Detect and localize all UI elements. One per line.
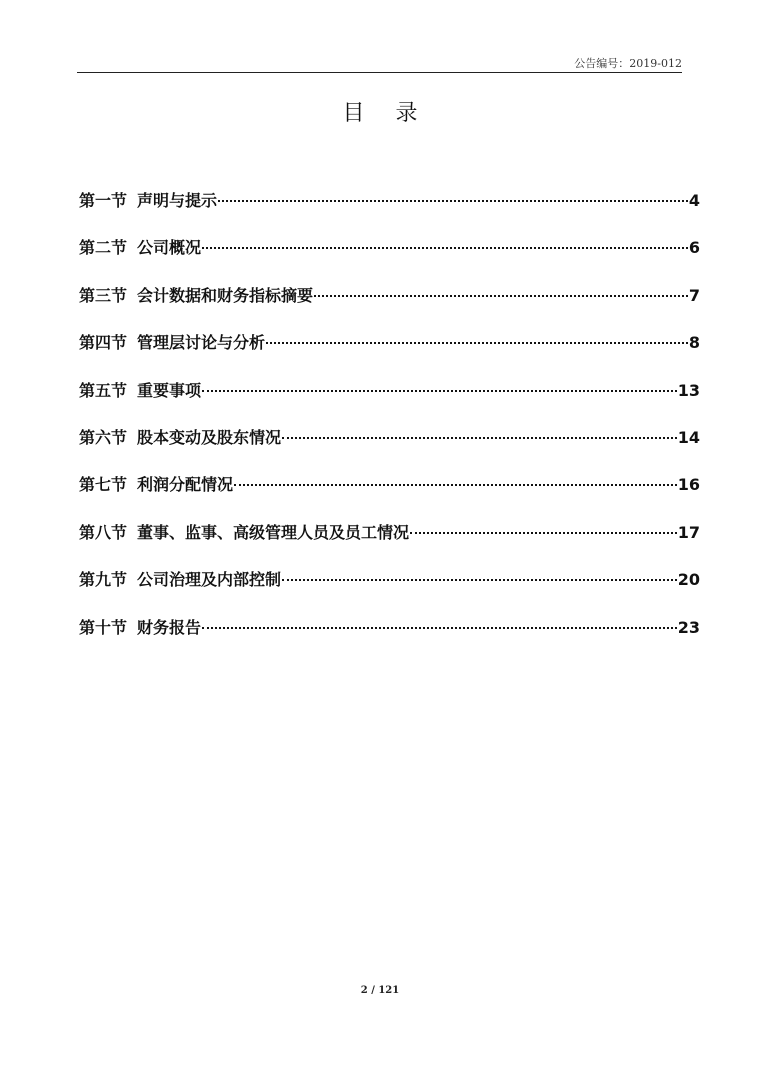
toc-section-name: 财务报告: [137, 617, 202, 637]
toc-section-label: 第二节: [79, 238, 128, 258]
toc-entry-5[interactable]: [79, 379, 700, 403]
toc-entry-9[interactable]: [79, 568, 700, 592]
toc-entry-8[interactable]: [79, 521, 700, 545]
header-divider: [77, 72, 682, 73]
toc-section-name: 会计数据和财务指标摘要: [137, 285, 314, 305]
toc-section-label: 第八节: [79, 522, 128, 542]
toc-section-label: 第五节: [79, 380, 128, 400]
dot-leader: [234, 484, 677, 486]
toc-entry-10[interactable]: [79, 616, 700, 640]
toc-section-label: 第三节: [79, 285, 128, 305]
dot-leader: [218, 200, 688, 202]
toc-section-label: 第七节: [79, 475, 128, 495]
toc-section-name: 公司概况: [137, 238, 202, 258]
toc-section-name: 公司治理及内部控制: [137, 570, 282, 590]
dot-leader: [202, 390, 677, 392]
toc-entry-7[interactable]: [79, 473, 700, 497]
dot-leader: [282, 437, 677, 439]
toc-section-label: 第十节: [79, 617, 128, 637]
toc-page-number: 8: [688, 333, 700, 353]
toc-page-number: 4: [688, 191, 700, 210]
dot-leader: [410, 532, 677, 534]
toc-entry-1[interactable]: [79, 189, 700, 213]
dot-leader: [202, 247, 688, 249]
toc-entry-6[interactable]: [79, 426, 700, 450]
toc-page-number: 16: [677, 475, 700, 495]
toc-page-number: 20: [677, 570, 700, 590]
page-indicator: 2 / 121: [360, 985, 400, 996]
toc-page-number: 13: [677, 380, 700, 400]
toc-section-label: 第四节: [79, 333, 128, 353]
toc-page-number: 14: [677, 427, 700, 447]
toc-page-number: 6: [688, 238, 700, 258]
toc-section-label: 第一节: [79, 191, 128, 210]
toc-section-name: 声明与提示: [137, 191, 218, 210]
toc-section-name: 重要事项: [137, 380, 202, 400]
toc-section-label: 第六节: [79, 427, 128, 447]
toc-page-number: 23: [677, 617, 700, 637]
dot-leader: [266, 342, 688, 344]
toc-entry-2[interactable]: [79, 236, 700, 260]
toc-section-name: 利润分配情况: [137, 475, 234, 495]
toc-entry-4[interactable]: [79, 331, 700, 355]
toc-section-name: 管理层讨论与分析: [137, 333, 266, 353]
toc-section-label: 第九节: [79, 570, 128, 590]
toc-section-name: 董事、监事、高级管理人员及员工情况: [137, 522, 410, 542]
toc-title: 目 录: [342, 101, 430, 126]
table-of-contents: [79, 189, 700, 663]
announcement-number: 公告编号：2019-012: [574, 57, 682, 70]
dot-leader: [202, 627, 677, 629]
dot-leader: [314, 295, 688, 297]
toc-page-number: 7: [688, 285, 700, 305]
toc-page-number: 17: [677, 522, 700, 542]
toc-section-name: 股本变动及股东情况: [137, 427, 282, 447]
dot-leader: [282, 579, 677, 581]
toc-entry-3[interactable]: [79, 284, 700, 308]
